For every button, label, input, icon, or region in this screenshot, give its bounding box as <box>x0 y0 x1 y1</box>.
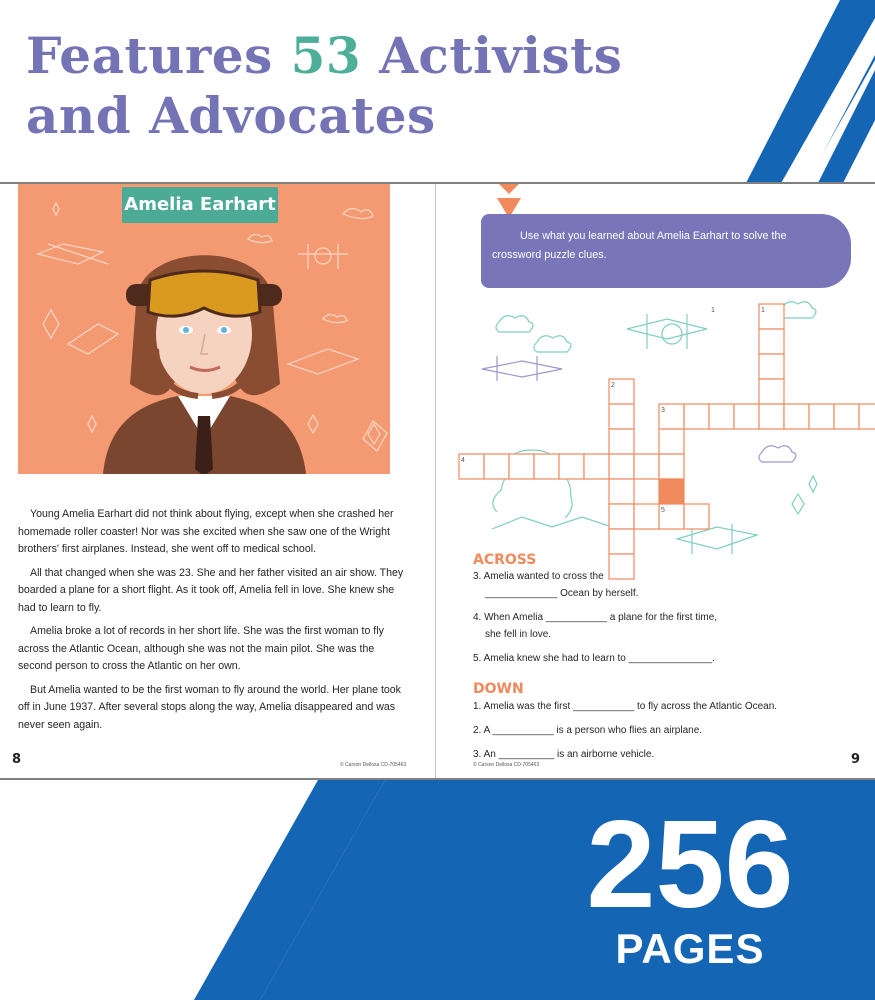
crossword-cell <box>609 429 634 454</box>
bio-paragraph: Amelia broke a lot of records in her short life. She was the first woman to fly across the Atlantic Ocean, although she was not the main pilot. She was the second person to cross the Atlantic on her own. <box>18 625 384 672</box>
crossword-cell-number: 3 <box>661 407 665 414</box>
bio-paragraph: All that changed when she was 23. She and her father visited an air show. They boarded a plane for a short flight. As it took off, Amelia fell in love. She knew she had to learn to fly. <box>18 566 404 614</box>
down-heading: DOWN <box>473 681 524 697</box>
crossword-cell <box>809 404 834 429</box>
crossword-cell <box>659 429 684 454</box>
headline-line2: and Advocates <box>26 86 436 145</box>
headline-number: 53 <box>290 26 362 85</box>
crossword-cell <box>784 404 809 429</box>
down-clue: 1. Amelia was the first ___________ to fly across the Atlantic Ocean. <box>473 701 778 712</box>
crossword-cell-number: 4 <box>461 457 465 464</box>
across-heading: ACROSS <box>473 552 537 568</box>
headline <box>26 26 726 146</box>
crossword-cell <box>634 454 659 479</box>
portrait-icon <box>18 184 390 474</box>
crossword-puzzle <box>437 284 875 584</box>
crossword-cell-number: 5 <box>661 507 665 514</box>
across-clue: 5. Amelia knew she had to learn to _______________. <box>473 653 715 664</box>
crossword-cell <box>659 454 684 479</box>
crossword-cell <box>759 404 784 429</box>
crossword-cell <box>609 404 634 429</box>
down-clue: 3. An __________ is an airborne vehicle. <box>473 749 655 760</box>
left-page <box>0 184 436 778</box>
across-clue: she fell in love. <box>485 629 552 640</box>
book-spread <box>0 182 875 780</box>
page-count-label: PAGES <box>615 925 765 972</box>
crossword-cell <box>584 454 609 479</box>
crossword-cell-number: 1 <box>761 307 765 314</box>
crossword-cell <box>609 479 634 504</box>
left-copyright: © Carson Dellosa CD-705463 <box>340 762 407 768</box>
crossword-cell <box>609 504 634 529</box>
bio-paragraph: Young Amelia Earhart did not think about flying, except when she crashed her homemade roller coaster! Nor was she excited when she saw one of the Wright brothers' first airplanes. Instead, she went off to medical school. <box>18 508 394 555</box>
across-clue: _____________ Ocean by herself. <box>485 588 639 599</box>
left-page-number: 8 <box>12 752 22 767</box>
right-page-number: 9 <box>851 752 861 767</box>
right-copyright: © Carson Dellosa CD-705463 <box>473 762 540 768</box>
bio-paragraph: But Amelia wanted to be the first woman to fly around the world. Her plane took off in June 1937. After several stops along the way, Amelia disappeared and was never seen again. <box>18 683 401 731</box>
page-count-number: 256 <box>586 796 794 934</box>
name-tab: Amelia Earhart <box>122 187 278 223</box>
crossword-cell <box>759 329 784 354</box>
crossword-cell-number: 2 <box>611 382 615 389</box>
crossword-cell <box>609 554 634 579</box>
crossword-cell <box>734 404 759 429</box>
crossword-cell <box>609 454 634 479</box>
crossword-cell <box>759 354 784 379</box>
crossword-cell <box>859 404 875 429</box>
headline-prefix: Features <box>26 26 291 85</box>
crossword-cell <box>659 479 684 504</box>
crossword-cell <box>509 454 534 479</box>
crossword-cell <box>709 404 734 429</box>
across-clue: 4. When Amelia ___________ a plane for the first time, <box>473 612 718 623</box>
crossword-cell <box>684 504 709 529</box>
biography-text <box>18 506 408 740</box>
crossword-cell <box>634 504 659 529</box>
crossword-cell <box>834 404 859 429</box>
crossword-cell <box>759 379 784 404</box>
across-clue: 3. Amelia wanted to cross the <box>473 571 604 582</box>
crossword-cell-number: 1 <box>711 307 715 314</box>
crossword-cell <box>609 529 634 554</box>
headline-suffix: Activists <box>361 26 623 85</box>
crossword-cell <box>559 454 584 479</box>
crossword-cell <box>534 454 559 479</box>
down-clue: 2. A ___________ is a person who flies an airplane. <box>473 725 703 736</box>
instruction-text: Use what you learned about Amelia Earhart to solve the crossword puzzle clues. <box>492 230 787 261</box>
crossword-cell <box>684 404 709 429</box>
right-page <box>437 184 875 778</box>
amelia-portrait-illustration <box>18 184 390 474</box>
crossword-cell <box>484 454 509 479</box>
